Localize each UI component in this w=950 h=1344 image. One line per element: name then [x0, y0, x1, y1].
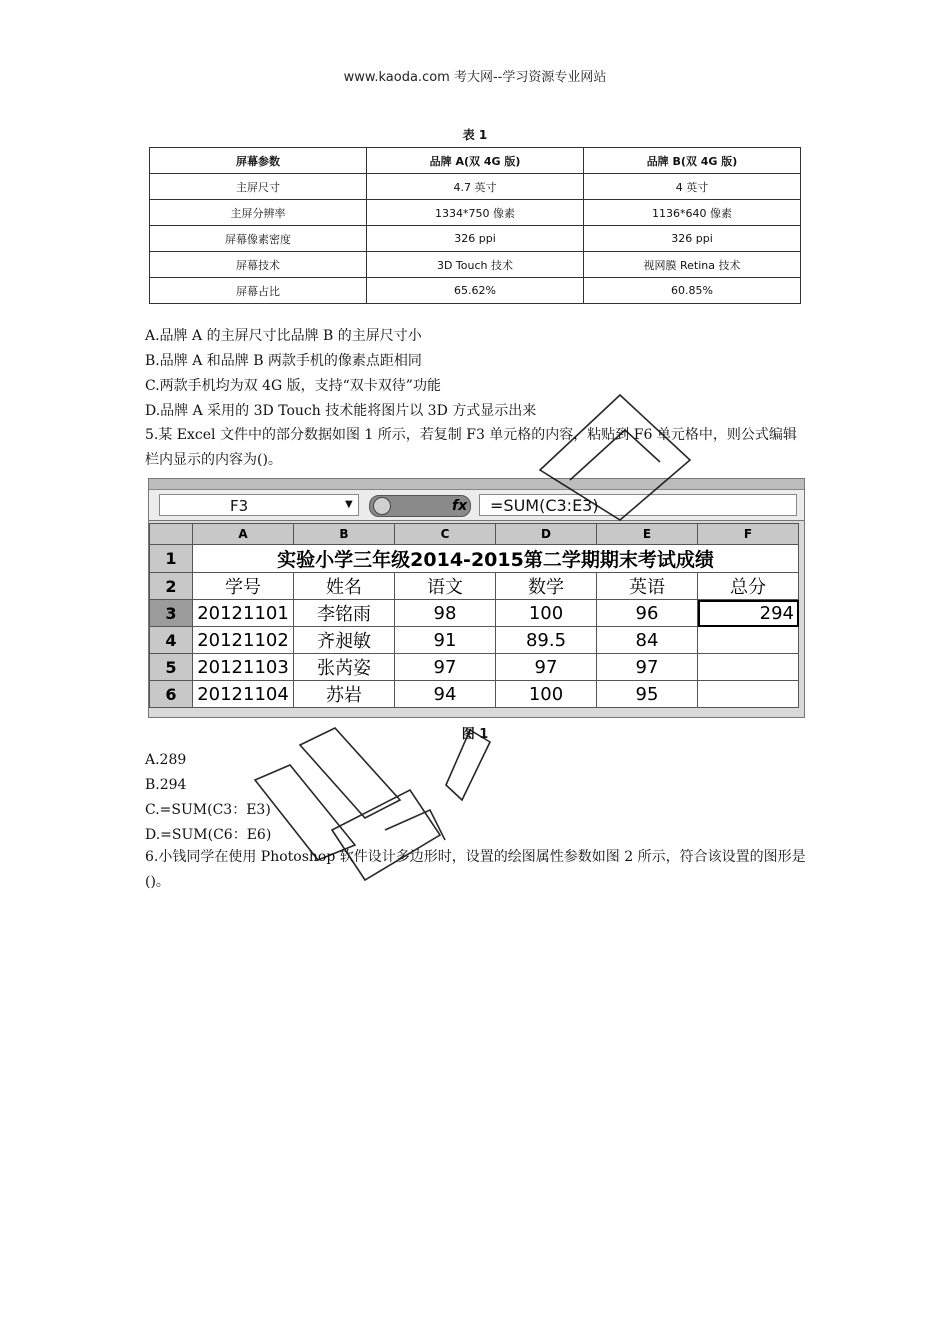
select-all-corner[interactable] — [150, 524, 193, 545]
header-cell[interactable]: 姓名 — [294, 573, 395, 600]
table-row — [150, 174, 801, 200]
active-cell-f3[interactable]: 294 — [698, 600, 799, 627]
cell[interactable]: 20121101 — [193, 600, 294, 627]
table1-cell: 326 ppi — [584, 226, 801, 252]
cell[interactable]: 89.5 — [496, 627, 597, 654]
table1-cell: 60.85% — [584, 278, 801, 304]
table1-cell: 屏幕像素密度 — [150, 226, 367, 252]
q5-option-d: D.=SUM(C6：E6) — [145, 827, 272, 843]
table1-caption: 表 1 — [462, 128, 488, 142]
table1-cell: 4 英寸 — [584, 174, 801, 200]
cancel-circle-icon[interactable] — [373, 497, 391, 515]
column-header-a[interactable]: A — [193, 524, 294, 545]
cell[interactable]: 张芮姿 — [294, 654, 395, 681]
table-row — [150, 200, 801, 226]
header-cell[interactable]: 数学 — [496, 573, 597, 600]
q4-option-b: B.品牌 A 和品牌 B 两款手机的像素点距相同 — [145, 353, 422, 369]
table1-header-cell: 屏幕参数 — [150, 148, 367, 174]
cell[interactable] — [698, 654, 799, 681]
watermark-stroke — [385, 810, 445, 840]
column-header-c[interactable]: C — [395, 524, 496, 545]
header-cell[interactable]: 英语 — [597, 573, 698, 600]
cell[interactable]: 97 — [395, 654, 496, 681]
cell[interactable]: 20121102 — [193, 627, 294, 654]
table-row — [150, 278, 801, 304]
cell[interactable] — [698, 627, 799, 654]
row-header[interactable]: 2 — [150, 573, 193, 600]
table-row — [150, 681, 799, 708]
cell[interactable]: 100 — [496, 600, 597, 627]
table1-cell: 屏幕技术 — [150, 252, 367, 278]
cell[interactable]: 李铭雨 — [294, 600, 395, 627]
fx-icon[interactable]: fx — [452, 498, 468, 514]
table1-header-cell: 品牌 B(双 4G 版) — [584, 148, 801, 174]
cell[interactable]: 84 — [597, 627, 698, 654]
cell[interactable]: 97 — [597, 654, 698, 681]
q4-option-c: C.两款手机均为双 4G 版，支持“双卡双待”功能 — [145, 378, 441, 394]
cell[interactable]: 97 — [496, 654, 597, 681]
fx-controls[interactable] — [369, 495, 471, 517]
table1 — [149, 147, 801, 304]
header-cell[interactable]: 学号 — [193, 573, 294, 600]
table1-cell: 主屏尺寸 — [150, 174, 367, 200]
cell[interactable]: 20121104 — [193, 681, 294, 708]
row-header[interactable]: 1 — [150, 545, 193, 573]
cell[interactable]: 100 — [496, 681, 597, 708]
table1-cell: 主屏分辨率 — [150, 200, 367, 226]
table1-cell: 1136*640 像素 — [584, 200, 801, 226]
column-header-b[interactable]: B — [294, 524, 395, 545]
cell[interactable]: 96 — [597, 600, 698, 627]
cell[interactable]: 20121103 — [193, 654, 294, 681]
name-box[interactable]: F3 — [159, 494, 359, 516]
q5-question: 5.某 Excel 文件中的部分数据如图 1 所示，若复制 F3 单元格的内容，粘贴到 F6 单元格中，则公式编辑栏内显示的内容为()。 — [145, 427, 797, 468]
table-row — [150, 252, 801, 278]
row-header[interactable]: 6 — [150, 681, 193, 708]
q5-option-b: B.294 — [145, 777, 187, 793]
table1-cell: 1334*750 像素 — [367, 200, 584, 226]
cell[interactable] — [698, 681, 799, 708]
excel-toolbar-strip — [149, 479, 804, 490]
excel-screenshot — [148, 478, 805, 718]
q5-option-a: A.289 — [145, 752, 187, 768]
table-row — [150, 627, 799, 654]
cell[interactable]: 94 — [395, 681, 496, 708]
page-header: www.kaoda.com 考大网--学习资源专业网站 — [343, 70, 607, 85]
row-header[interactable]: 5 — [150, 654, 193, 681]
figure1-caption: 图 1 — [461, 727, 489, 742]
column-header-d[interactable]: D — [496, 524, 597, 545]
row-header[interactable]: 4 — [150, 627, 193, 654]
table1-cell: 65.62% — [367, 278, 584, 304]
formula-input[interactable]: =SUM(C3:E3) — [479, 494, 797, 516]
q6-question: 6.小钱同学在使用 Photoshop 软件设计多边形时，设置的绘图属性参数如图 2 所示，符合该设置的图形是()。 — [145, 849, 806, 890]
table-row — [150, 600, 799, 627]
cell[interactable]: 95 — [597, 681, 698, 708]
table-row — [150, 545, 799, 573]
row-header[interactable]: 3 — [150, 600, 193, 627]
table1-header-row — [150, 148, 801, 174]
formula-bar — [149, 490, 804, 521]
cell[interactable]: 齐昶敏 — [294, 627, 395, 654]
cell[interactable]: 苏岩 — [294, 681, 395, 708]
header-cell[interactable]: 语文 — [395, 573, 496, 600]
table1-cell: 326 ppi — [367, 226, 584, 252]
q5-option-c: C.=SUM(C3：E3) — [145, 802, 271, 818]
table1-cell: 3D Touch 技术 — [367, 252, 584, 278]
table-row — [150, 654, 799, 681]
column-header-e[interactable]: E — [597, 524, 698, 545]
table1-header-cell: 品牌 A(双 4G 版) — [367, 148, 584, 174]
q4-option-d: D.品牌 A 采用的 3D Touch 技术能将图片以 3D 方式显示出来 — [145, 403, 537, 419]
table-row — [150, 573, 799, 600]
chevron-down-icon[interactable]: ▼ — [345, 499, 353, 510]
table1-cell: 屏幕占比 — [150, 278, 367, 304]
table1-cell: 4.7 英寸 — [367, 174, 584, 200]
q4-option-a: A.品牌 A 的主屏尺寸比品牌 B 的主屏尺寸小 — [145, 328, 422, 344]
spreadsheet-grid — [149, 523, 799, 708]
header-cell[interactable]: 总分 — [698, 573, 799, 600]
column-header-f[interactable]: F — [698, 524, 799, 545]
cell[interactable]: 98 — [395, 600, 496, 627]
sheet-title-cell[interactable]: 实验小学三年级2014-2015第二学期期末考试成绩 — [193, 545, 799, 573]
cell[interactable]: 91 — [395, 627, 496, 654]
table-row — [150, 226, 801, 252]
table1-cell: 视网膜 Retina 技术 — [584, 252, 801, 278]
column-header-row — [150, 524, 799, 545]
